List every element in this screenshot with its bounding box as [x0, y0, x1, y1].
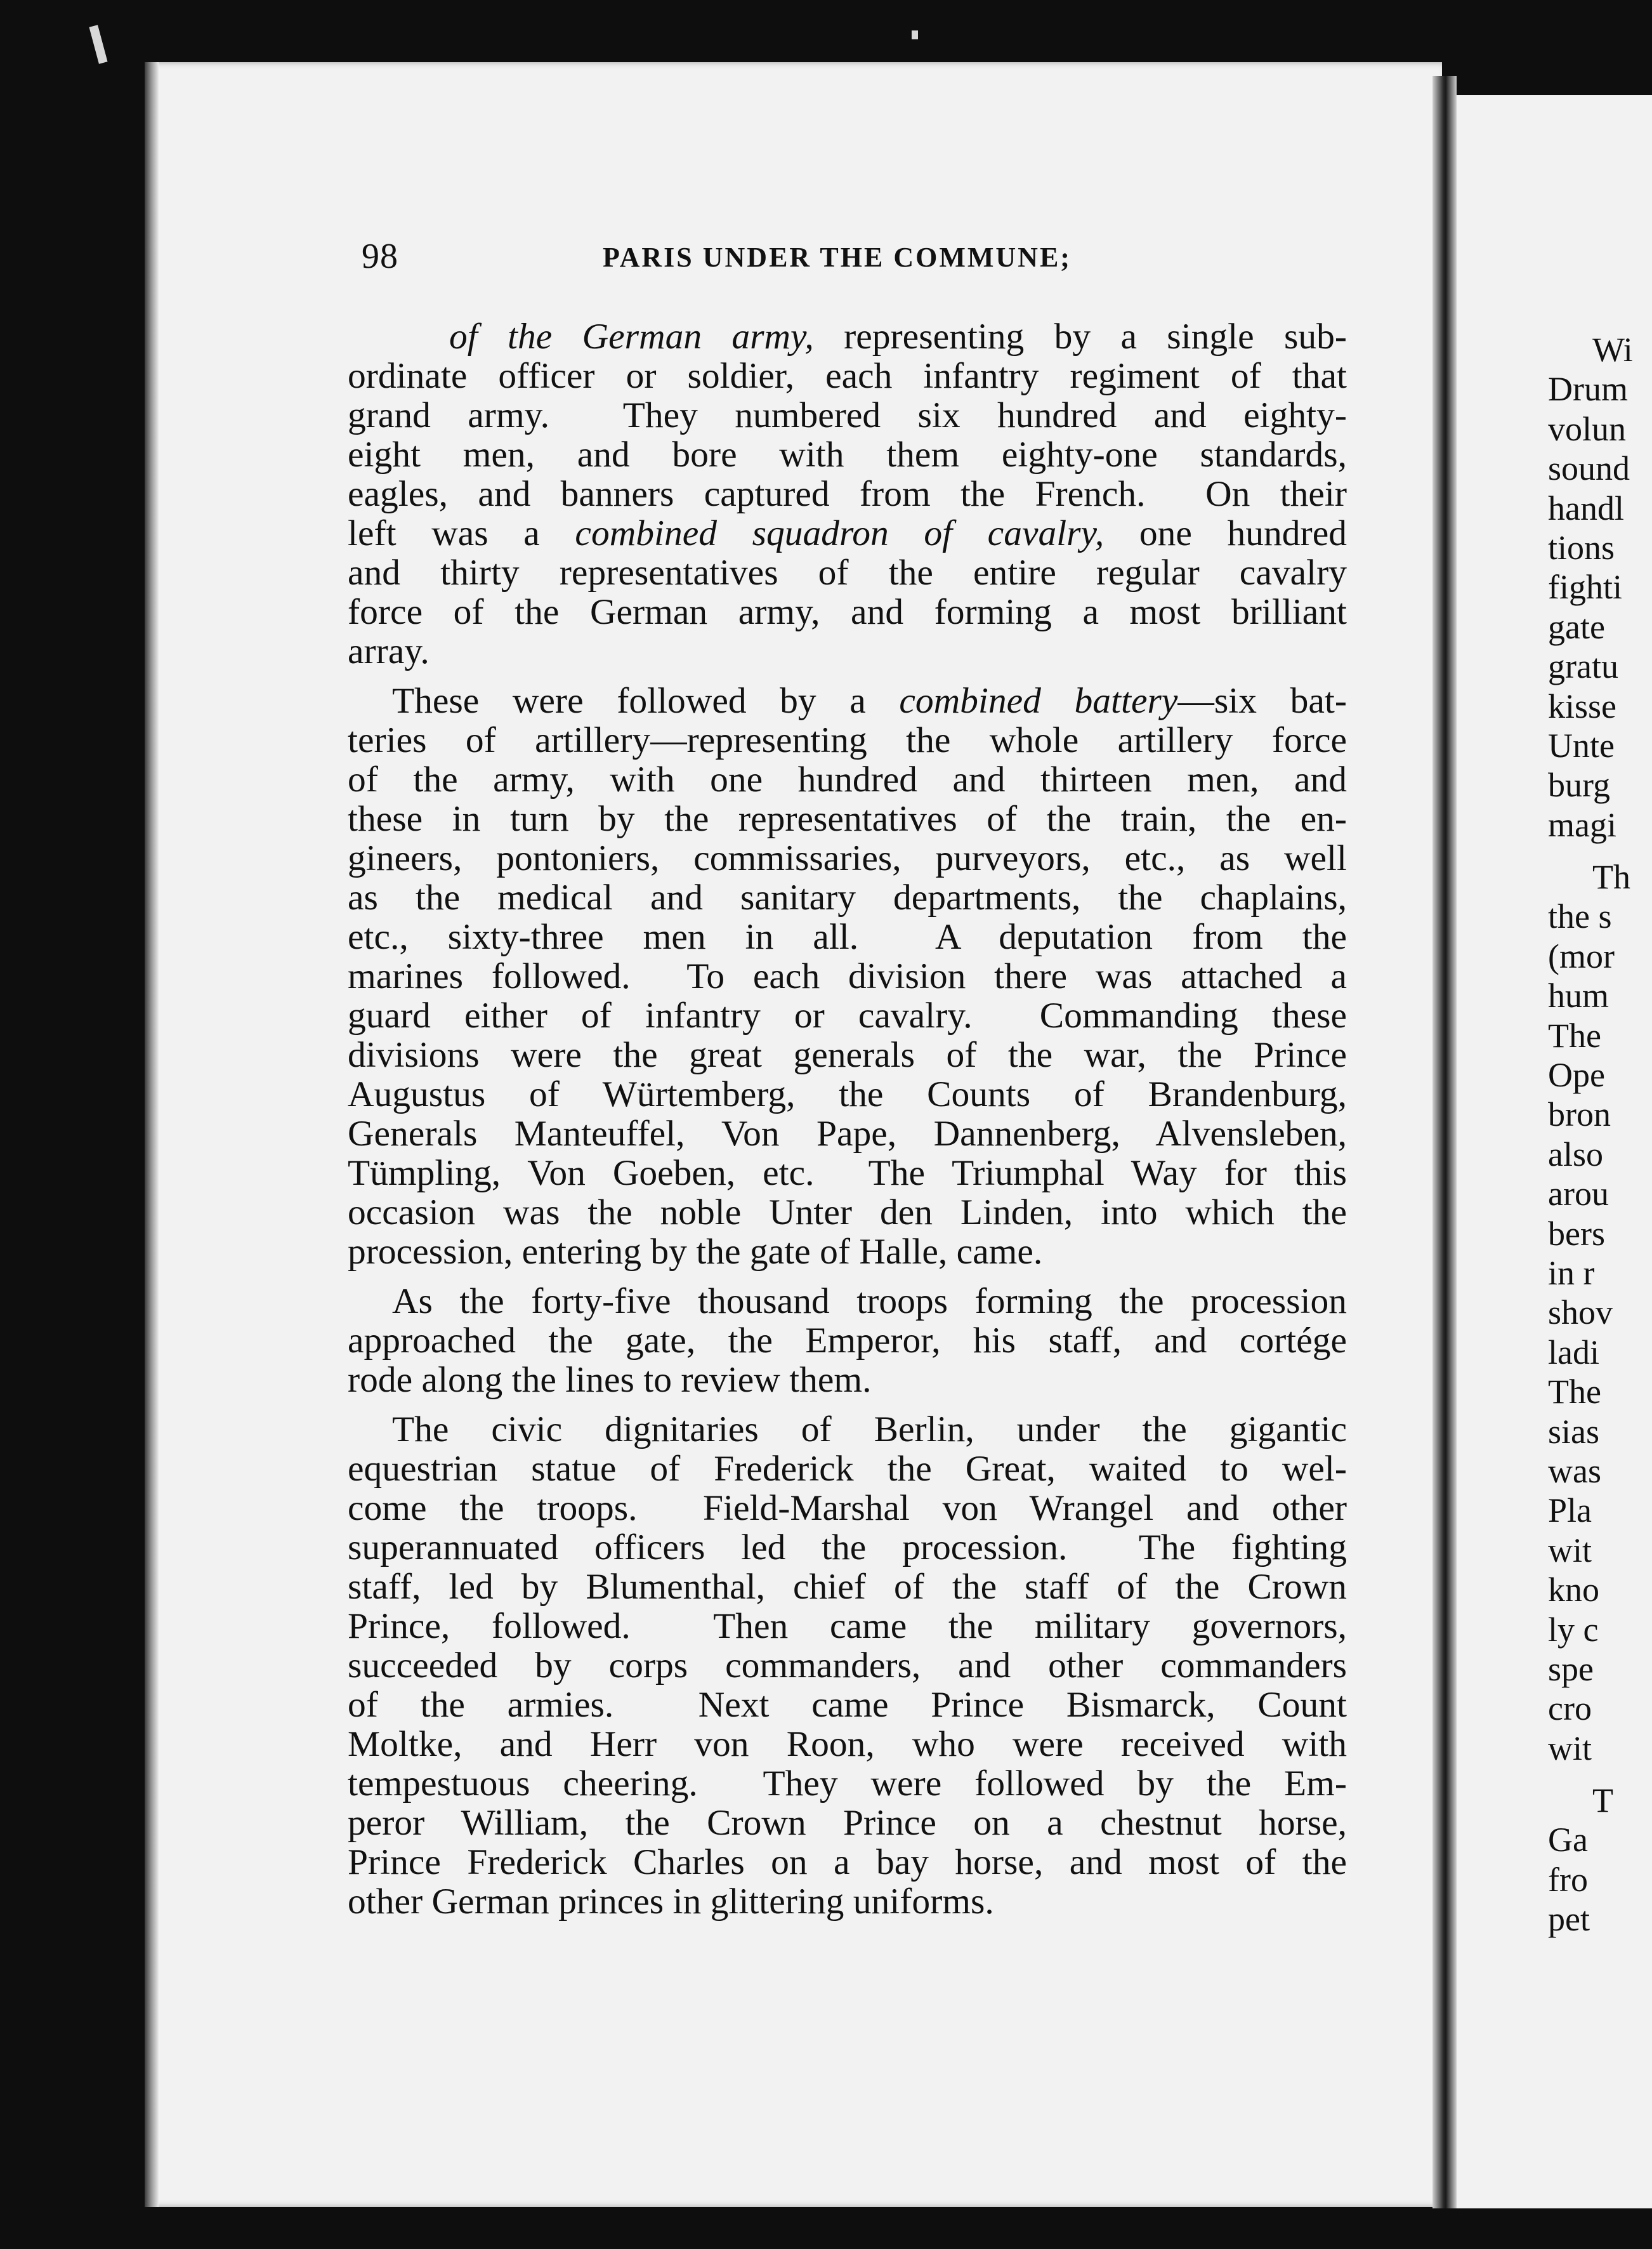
text-line: As the forty-five thousand troops forming the procession — [392, 1281, 1347, 1321]
right-page-line-fragment: Ga — [1548, 1821, 1588, 1859]
text-line: The civic dignitaries of Berlin, under the gigantic — [392, 1409, 1347, 1449]
right-page-line-fragment: Pla — [1548, 1491, 1592, 1530]
right-page-line-fragment: fighti — [1548, 568, 1622, 607]
text-line: ordinate officer or soldier, each infantry regiment of that — [348, 356, 1347, 396]
text-line: Moltke, and Herr von Roon, who were received with — [348, 1724, 1347, 1764]
text-line: array. — [348, 631, 429, 671]
right-page-line-fragment: hum — [1548, 977, 1609, 1015]
text-line: come the troops. Field-Marshal von Wrangel and other — [348, 1488, 1347, 1528]
right-page-fragments — [1548, 330, 1652, 1939]
text-line: left was a combined squadron of cavalry, one hundred — [348, 513, 1347, 553]
text-line: superannuated officers led the procession. The fighting — [348, 1527, 1347, 1567]
paragraph — [348, 682, 1347, 1272]
text-line: Generals Manteuffel, Von Pape, Dannenberg, Alvensleben, — [348, 1114, 1347, 1154]
paragraph — [348, 317, 1347, 671]
right-page-line-fragment: fro — [1548, 1860, 1588, 1899]
running-head — [362, 236, 1440, 287]
right-page-line-fragment: cro — [1548, 1689, 1592, 1728]
right-page-line-fragment: Wi — [1592, 331, 1633, 369]
text-line: other German princes in glittering uniforms. — [348, 1882, 994, 1922]
right-page-line-fragment: gate — [1548, 607, 1605, 646]
text-line: peror William, the Crown Prince on a chestnut horse, — [348, 1803, 1347, 1843]
right-page-line-fragment: arou — [1548, 1175, 1609, 1213]
right-page-line-fragment: T — [1592, 1781, 1613, 1820]
text-line: guard either of infantry or cavalry. Commanding these — [348, 996, 1347, 1036]
text-line: equestrian statue of Frederick the Great, waited to wel- — [348, 1449, 1347, 1489]
text-line: of the army, with one hundred and thirteen men, and — [348, 760, 1347, 800]
right-page-line-fragment: burg — [1548, 766, 1611, 805]
right-page-line-fragment: Drum — [1548, 370, 1628, 409]
text-line: Prince Frederick Charles on a bay horse, and most of the — [348, 1842, 1347, 1882]
right-page-line-fragment: kno — [1548, 1571, 1599, 1609]
right-page-line-fragment: gratu — [1548, 647, 1618, 686]
text-line: eagles, and banners captured from the French. On their — [348, 474, 1347, 514]
right-page-line-fragment: handl — [1548, 489, 1624, 527]
right-page-line-fragment: magi — [1548, 805, 1616, 844]
right-page-line-fragment: ly c — [1548, 1610, 1599, 1649]
right-page-line-fragment: ladi — [1548, 1333, 1599, 1371]
text-line: approached the gate, the Emperor, his staff, and cortége — [348, 1321, 1347, 1361]
right-page-line-fragment: the s — [1548, 897, 1612, 936]
paragraph — [348, 1410, 1347, 1922]
running-title: PARIS UNDER THE COMMUNE; — [603, 242, 1072, 273]
right-page-line-fragment: wit — [1548, 1729, 1592, 1767]
scan-speck — [912, 30, 918, 39]
right-page-line-fragment: in r — [1548, 1253, 1595, 1292]
book-gutter — [1432, 76, 1457, 2208]
right-page-line-fragment: was — [1548, 1451, 1601, 1490]
right-page-line-fragment: shov — [1548, 1293, 1613, 1332]
text-line: marines followed. To each division there was attached a — [348, 956, 1347, 996]
right-page-line-fragment: sias — [1548, 1412, 1599, 1451]
text-line: of the armies. Next came Prince Bismarck, Count — [348, 1685, 1347, 1725]
text-line: procession, entering by the gate of Halle, came. — [348, 1232, 1043, 1272]
text-line: tempestuous cheering. They were followed by the Em- — [348, 1764, 1347, 1804]
text-line: force of the German army, and forming a most brilliant — [348, 592, 1347, 632]
text-line: etc., sixty-three men in all. A deputation from the — [348, 917, 1347, 957]
page-number: 98 — [362, 237, 398, 276]
right-page-line-fragment: Ope — [1548, 1056, 1605, 1095]
right-page-line-fragment: Unte — [1548, 726, 1615, 765]
right-page-line-fragment: volun — [1548, 409, 1627, 448]
right-page-line-fragment: tions — [1548, 528, 1615, 567]
text-line: These were followed by a combined battery—six bat- — [392, 681, 1347, 721]
text-line: as the medical and sanitary departments, the chaplains, — [348, 878, 1347, 918]
right-page-line-fragment: The — [1548, 1373, 1601, 1411]
text-line: divisions were the great generals of the war, the Prince — [348, 1035, 1347, 1075]
right-page-line-fragment: kisse — [1548, 687, 1616, 725]
body-text — [348, 317, 1347, 1922]
right-page-line-fragment: bron — [1548, 1095, 1611, 1134]
paragraph — [348, 1282, 1347, 1400]
text-line: eight men, and bore with them eighty-one standards, — [348, 435, 1347, 475]
right-page-line-fragment: Th — [1592, 858, 1630, 897]
right-page-line-fragment: (mor — [1548, 937, 1615, 975]
text-line: these in turn by the representatives of the train, the en- — [348, 799, 1347, 839]
text-line: grand army. They numbered six hundred and eighty- — [348, 395, 1347, 435]
right-page-line-fragment: also — [1548, 1135, 1603, 1173]
text-line: rode along the lines to review them. — [348, 1360, 872, 1400]
right-page-line-fragment: spe — [1548, 1649, 1594, 1688]
page-spine-edge — [145, 62, 159, 2207]
right-page-line-fragment: sound — [1548, 449, 1630, 488]
right-page-line-fragment: bers — [1548, 1214, 1605, 1253]
text-line: staff, led by Blumenthal, chief of the staff of the Crown — [348, 1567, 1347, 1607]
text-line: succeeded by corps commanders, and other commanders — [348, 1646, 1347, 1685]
scan-speck — [89, 25, 107, 64]
right-page-line-fragment: The — [1548, 1016, 1601, 1055]
text-line: Prince, followed. Then came the military governors, — [348, 1606, 1347, 1646]
text-line: occasion was the noble Unter den Linden, into which the — [348, 1192, 1347, 1232]
right-page-line-fragment: pet — [1548, 1900, 1590, 1939]
text-line: teries of artillery—representing the whole artillery force — [348, 720, 1347, 760]
text-line: Augustus of Würtemberg, the Counts of Brandenburg, — [348, 1074, 1347, 1114]
text-line: of the German army, representing by a single sub- — [449, 317, 1347, 357]
text-line: Tümpling, Von Goeben, etc. The Triumphal Way for this — [348, 1153, 1347, 1193]
text-line: gineers, pontoniers, commissaries, purveyors, etc., as well — [348, 838, 1347, 878]
text-line: and thirty representatives of the entire regular cavalry — [348, 553, 1347, 593]
right-page-line-fragment: wit — [1548, 1531, 1592, 1569]
